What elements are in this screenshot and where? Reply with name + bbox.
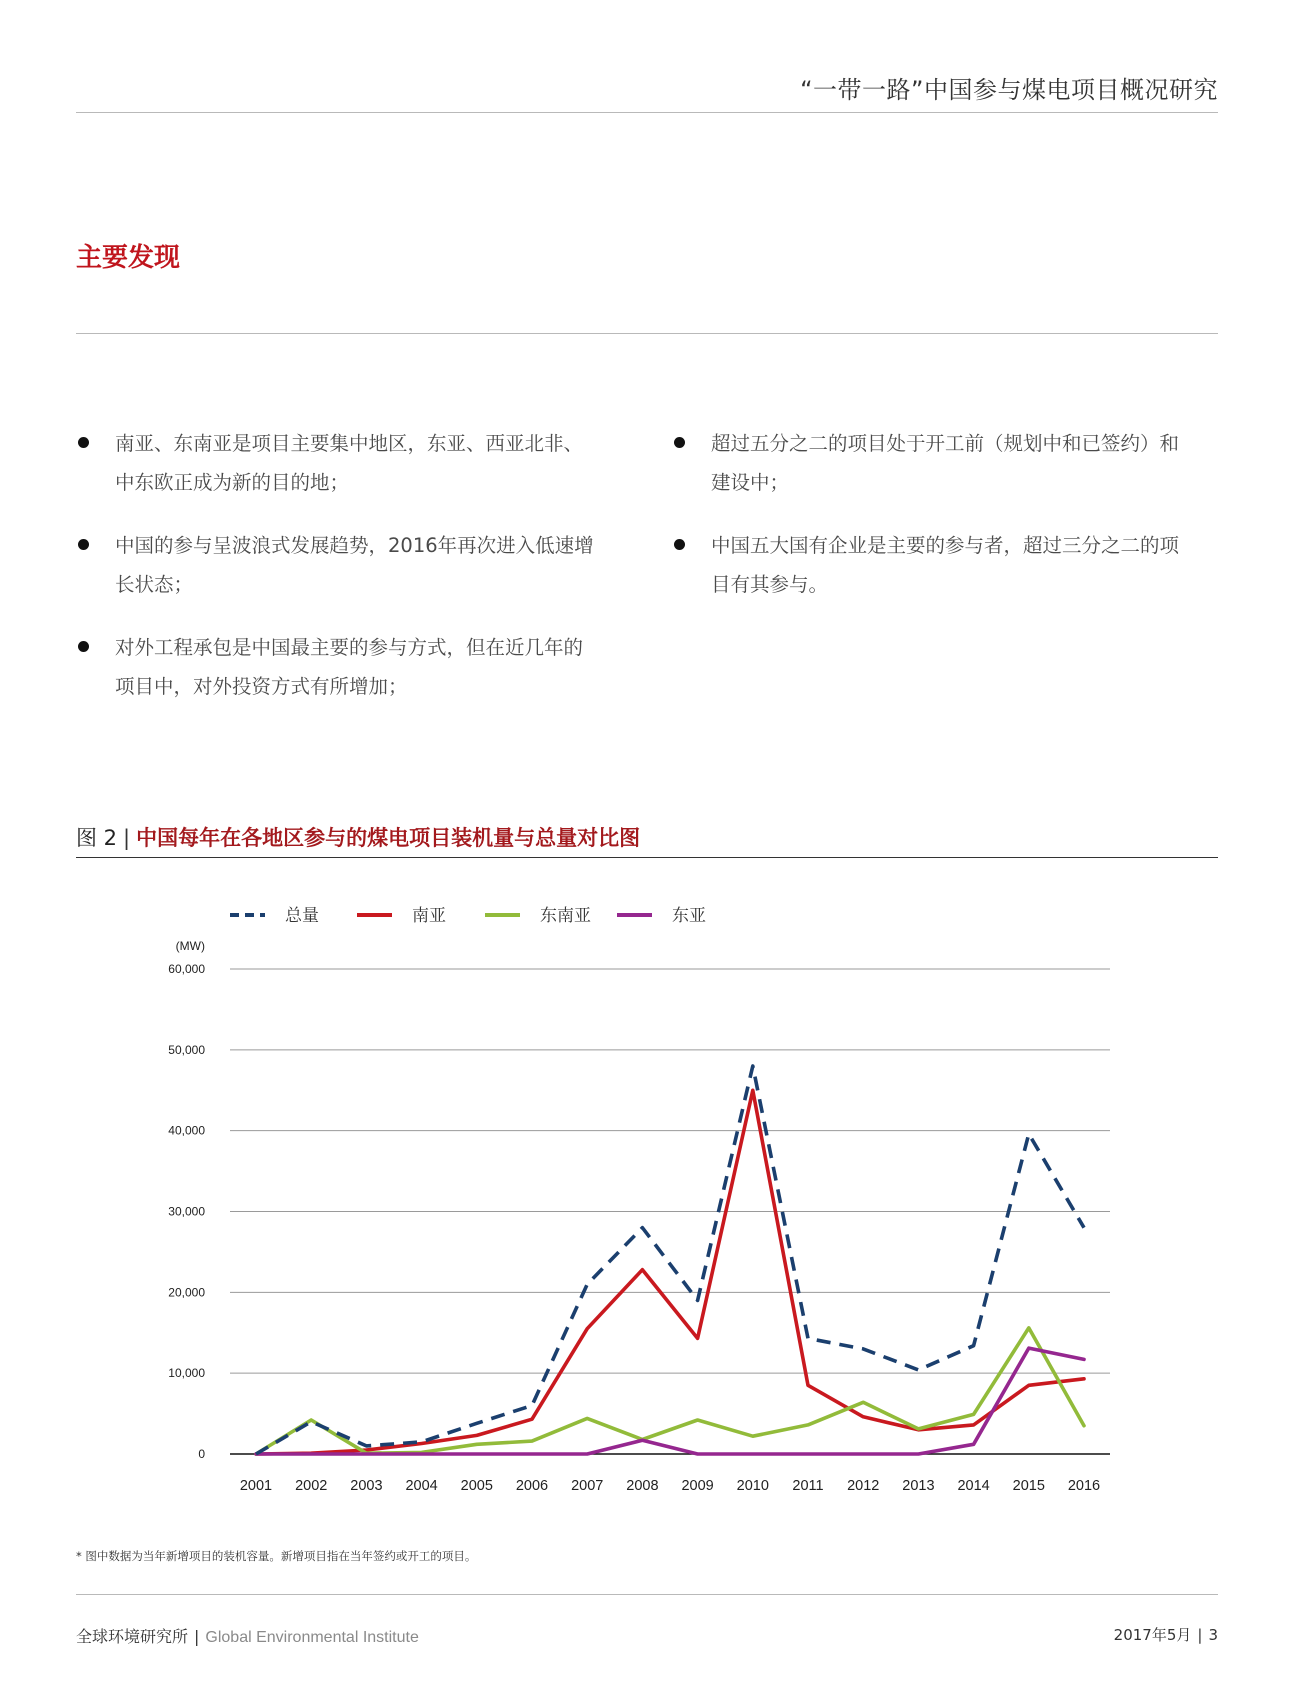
footer-separator: |	[1197, 1626, 1203, 1644]
x-tick-label: 2012	[847, 1478, 880, 1494]
finding-text-line: 对外工程承包是中国最主要的参与方式，但在近几年的	[115, 636, 584, 659]
y-tick-label: 50,000	[168, 1042, 205, 1057]
x-tick-label: 2013	[902, 1478, 935, 1494]
footer-rule	[76, 1594, 1218, 1595]
x-tick-label: 2014	[957, 1478, 990, 1494]
legend-label: 南亚	[412, 906, 446, 926]
figure-separator: |	[123, 826, 131, 850]
figure-title: 中国每年在各地区参与的煤电项目装机量与总量对比图	[136, 825, 641, 850]
y-tick-label: 20,000	[168, 1285, 205, 1300]
footer-page-info	[1114, 1624, 1218, 1645]
legend-label: 东亚	[672, 906, 706, 926]
finding-text-line: 南亚、东南亚是项目主要集中地区，东亚、西亚北非、	[115, 432, 584, 455]
x-tick-label: 2002	[295, 1478, 328, 1494]
x-tick-label: 2007	[571, 1478, 604, 1494]
x-tick-label: 2003	[350, 1478, 383, 1494]
x-tick-label: 2015	[1012, 1478, 1045, 1494]
page-number: 3	[1208, 1626, 1218, 1644]
footer-organization	[76, 1624, 419, 1647]
series-line-4	[256, 1348, 1084, 1454]
finding-text-line: 中国的参与呈波浪式发展趋势，2016年再次进入低速增	[115, 534, 594, 557]
y-tick-label: 0	[198, 1447, 205, 1461]
footer-separator: |	[194, 1627, 200, 1646]
x-tick-label: 2016	[1067, 1478, 1101, 1494]
finding-text-line: 建设中；	[711, 471, 790, 494]
finding-text-line: 长状态；	[115, 573, 194, 596]
x-tick-label: 2006	[515, 1478, 549, 1494]
section-title: 主要发现	[76, 243, 181, 273]
x-tick-label: 2009	[681, 1478, 714, 1494]
series-line-1	[256, 1066, 1084, 1454]
series-line-2	[256, 1090, 1084, 1454]
y-axis-ticks	[168, 939, 205, 1461]
y-tick-label: 40,000	[168, 1123, 205, 1138]
chart-legend	[230, 906, 706, 926]
legend-label: 总量	[285, 906, 319, 926]
x-tick-label: 2005	[460, 1478, 493, 1494]
publication-date: 2017年5月	[1113, 1626, 1192, 1644]
figure-label: 图 2	[76, 826, 118, 850]
y-tick-label: 10,000	[168, 1366, 205, 1381]
legend-label: 东南亚	[540, 906, 591, 926]
finding-text-line: 中国五大国有企业是主要的参与者，超过三分之二的项	[711, 534, 1180, 557]
x-tick-label: 2010	[736, 1478, 769, 1494]
finding-text-line: 项目中，对外投资方式有所增加；	[115, 675, 408, 698]
finding-text-line: 中东欧正成为新的目的地；	[115, 471, 350, 494]
x-tick-label: 2011	[792, 1478, 824, 1494]
x-tick-label: 2008	[626, 1478, 659, 1494]
org-name-en: Global Environmental Institute	[205, 1629, 419, 1646]
finding-text-line: 目有其参与。	[711, 573, 829, 596]
series-line-3	[256, 1328, 1084, 1454]
y-axis-unit-label: (MW)	[175, 939, 205, 953]
chart-footnote: * 图中数据为当年新增项目的装机容量。新增项目指在当年签约或开工的项目。	[76, 1549, 477, 1563]
org-name-cn: 全球环境研究所	[76, 1627, 189, 1646]
chart-gridlines	[230, 969, 1110, 1454]
x-tick-label: 2004	[405, 1478, 438, 1494]
document-title: “一带一路”中国参与煤电项目概况研究	[800, 76, 1218, 104]
y-tick-label: 30,000	[168, 1204, 205, 1219]
x-axis-ticks	[240, 1478, 1100, 1494]
y-tick-label: 60,000	[168, 962, 205, 976]
x-tick-label: 2001	[239, 1478, 273, 1494]
finding-text-line: 超过五分之二的项目处于开工前（规划中和已签约）和	[711, 432, 1180, 455]
chart-series	[256, 1066, 1084, 1454]
